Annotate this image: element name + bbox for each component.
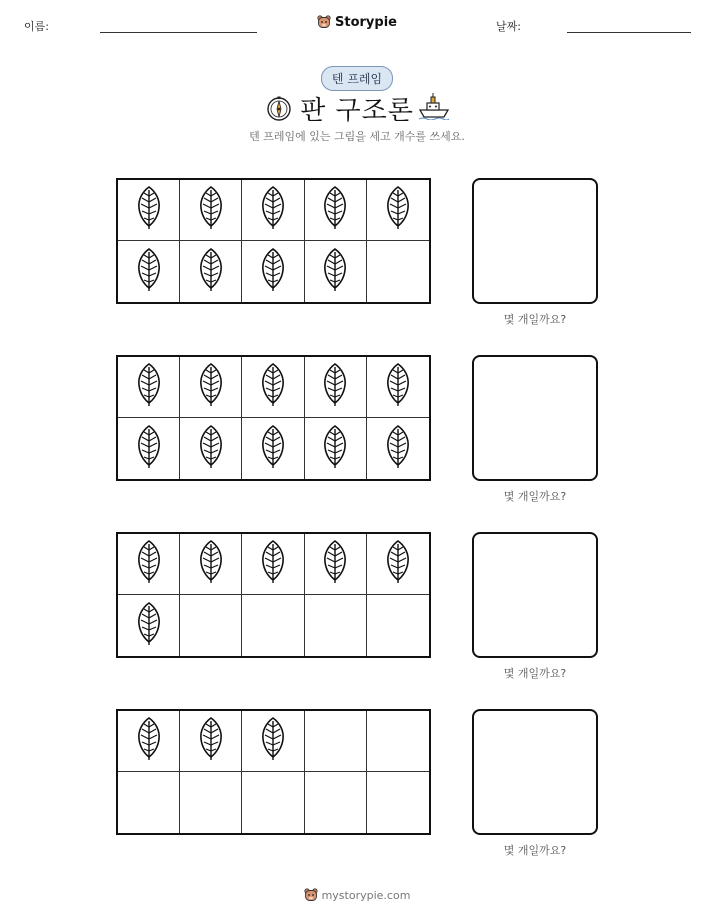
ten-frame-cell: [118, 241, 180, 302]
ten-frame-cell: [242, 180, 304, 241]
ten-frame-cell: [305, 595, 367, 656]
ten-frame-cell: [180, 595, 242, 656]
answer-box[interactable]: [472, 355, 598, 481]
ten-frame-cell: [118, 711, 180, 772]
ten-frame-cell: [242, 595, 304, 656]
leaf-icon: [136, 717, 162, 765]
ten-frame-cell: [242, 241, 304, 302]
answer-box[interactable]: [472, 532, 598, 658]
ten-frame-cell: [305, 772, 367, 833]
leaf-icon: [260, 248, 286, 296]
leaf-icon: [322, 363, 348, 411]
question-label: 몇 개일까요?: [503, 844, 567, 857]
ten-frame-cell: [305, 418, 367, 479]
question-label: 몇 개일까요?: [503, 667, 567, 680]
leaf-icon: [322, 425, 348, 473]
leaf-icon: [136, 602, 162, 650]
ten-frame-cell: [118, 357, 180, 418]
topic-badge-wrap: [0, 66, 714, 91]
leaf-icon: [198, 717, 224, 765]
leaf-icon: [198, 248, 224, 296]
ten-frame-cell: [180, 241, 242, 302]
leaf-icon: [260, 425, 286, 473]
ten-frame-cell: [367, 595, 429, 656]
ten-frame-cell: [118, 418, 180, 479]
ten-frame-cell: [180, 418, 242, 479]
ten-frame-cell: [180, 357, 242, 418]
leaf-icon: [136, 363, 162, 411]
leaf-icon: [136, 425, 162, 473]
leaf-icon: [260, 717, 286, 765]
bear-icon: [304, 888, 318, 902]
question-label: 몇 개일까요?: [503, 490, 567, 503]
leaf-icon: [385, 186, 411, 234]
topic-badge: 텐 프레임: [321, 66, 393, 91]
ten-frame-cell: [367, 357, 429, 418]
ten-frame-cell: [242, 357, 304, 418]
date-label: 날짜:: [496, 20, 521, 33]
page-title: 판 구조론: [300, 96, 414, 126]
ten-frame-cell: [242, 534, 304, 595]
leaf-icon: [198, 540, 224, 588]
footer: [0, 887, 714, 906]
ten-frame-cell: [180, 534, 242, 595]
ten-frame-cell: [305, 357, 367, 418]
ten-frame-cell: [180, 772, 242, 833]
ten-frame-cell: [118, 595, 180, 656]
ten-frame-cell: [118, 534, 180, 595]
ten-frame: [116, 355, 431, 481]
name-label: 이름:: [24, 20, 49, 33]
leaf-icon: [385, 540, 411, 588]
brand-name: Storypie: [335, 14, 397, 30]
ten-frame: [116, 709, 431, 835]
ten-frame-cell: [118, 180, 180, 241]
ten-frame-cell: [367, 418, 429, 479]
question-label: 몇 개일까요?: [503, 313, 567, 326]
leaf-icon: [260, 540, 286, 588]
leaf-icon: [322, 186, 348, 234]
ten-frame-cell: [180, 180, 242, 241]
leaf-icon: [322, 248, 348, 296]
leaf-icon: [385, 425, 411, 473]
brand-logo: [0, 14, 714, 33]
date-line[interactable]: [567, 32, 691, 33]
answer-box[interactable]: [472, 178, 598, 304]
leaf-icon: [136, 248, 162, 296]
leaf-icon: [260, 363, 286, 411]
ten-frame-cell: [242, 418, 304, 479]
leaf-icon: [198, 425, 224, 473]
leaf-icon: [260, 186, 286, 234]
ten-frame-cell: [367, 711, 429, 772]
instructions: 텐 프레임에 있는 그림을 세고 개수를 쓰세요.: [249, 130, 465, 143]
ten-frame: [116, 178, 431, 304]
ten-frame-cell: [242, 772, 304, 833]
leaf-icon: [385, 363, 411, 411]
leaf-icon: [322, 540, 348, 588]
ten-frame-cell: [242, 711, 304, 772]
ten-frame-cell: [305, 180, 367, 241]
ten-frame-cell: [367, 180, 429, 241]
ship-icon: [418, 92, 450, 120]
leaf-icon: [198, 186, 224, 234]
leaf-icon: [136, 186, 162, 234]
ten-frame-cell: [305, 534, 367, 595]
ten-frame-cell: [305, 241, 367, 302]
footer-url: mystorypie.com: [321, 888, 411, 902]
ten-frame-cell: [367, 241, 429, 302]
ten-frame-cell: [305, 711, 367, 772]
bear-icon: [317, 15, 331, 29]
ten-frame-cell: [180, 711, 242, 772]
answer-box[interactable]: [472, 709, 598, 835]
leaf-icon: [198, 363, 224, 411]
ten-frame-cell: [367, 772, 429, 833]
ten-frame: [116, 532, 431, 658]
leaf-icon: [136, 540, 162, 588]
ten-frame-cell: [367, 534, 429, 595]
ten-frame-cell: [118, 772, 180, 833]
